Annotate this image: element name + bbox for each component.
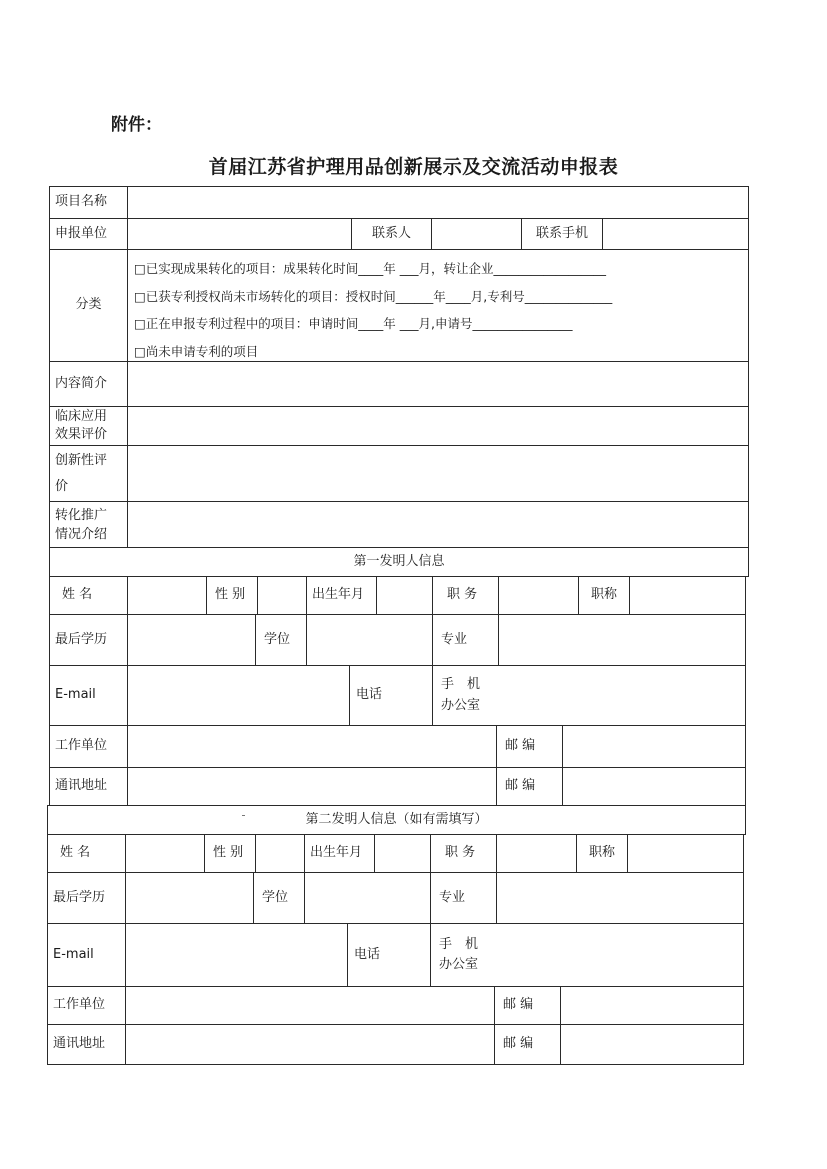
inventor1-education-field[interactable]	[127, 614, 256, 666]
inventor2-address-label: 通讯地址	[47, 1024, 126, 1065]
inventor1-postcode2-label: 邮 编	[496, 767, 563, 806]
inventor1-name-label: 姓 名	[49, 576, 128, 615]
inventor2-education-label: 最后学历	[47, 872, 126, 924]
category-options	[134, 255, 612, 365]
inventor2-mobile-label: 手 机	[439, 936, 479, 952]
clinical-label: 临床应用效果评价	[49, 406, 128, 446]
contact-phone-field[interactable]	[602, 218, 749, 250]
inventor2-gender-field[interactable]	[255, 834, 305, 873]
inventor2-postcode-field[interactable]	[560, 986, 744, 1025]
inventor2-major-field[interactable]	[496, 872, 744, 924]
scan-speck	[242, 815, 245, 816]
inventor2-workplace-field[interactable]	[125, 986, 495, 1025]
inventor2-education-field[interactable]	[125, 872, 254, 924]
inventor1-title-label: 职称	[578, 576, 630, 615]
project-name-label: 项目名称	[49, 186, 128, 219]
inventor1-workplace-label: 工作单位	[49, 725, 128, 768]
inventor1-phone-label: 电话	[349, 665, 433, 726]
inventor2-email-label: E-mail	[47, 923, 126, 987]
inventor2-address-field[interactable]	[125, 1024, 495, 1065]
form-title: 首届江苏省护理用品创新展示及交流活动申报表	[208, 156, 619, 178]
summary-field[interactable]	[127, 361, 749, 407]
inventor1-postcode-field[interactable]	[562, 725, 746, 768]
inventor2-workplace-label: 工作单位	[47, 986, 126, 1025]
category-option-patented[interactable]: □已获专利授权尚未市场转化的项目：授权时间______年____月,专利号______________	[134, 288, 613, 304]
inventor1-address-field[interactable]	[127, 767, 497, 806]
inventor2-title-field[interactable]	[627, 834, 744, 873]
inventor2-birth-label: 出生年月	[304, 834, 375, 873]
inventor1-postcode-label: 邮 编	[496, 725, 563, 768]
inventor1-title-field[interactable]	[629, 576, 746, 615]
contact-label: 联系人	[351, 218, 432, 250]
contact-phone-label: 联系手机	[521, 218, 603, 250]
inventor2-major-label: 专业	[430, 872, 497, 924]
inventor1-gender-label: 性 别	[206, 576, 258, 615]
inventor1-mobile-label: 手 机	[441, 677, 481, 693]
innovation-field[interactable]	[127, 445, 749, 502]
inventor2-section-title: 第二发明人信息（如有需填写）	[47, 805, 746, 835]
project-name-field[interactable]	[127, 186, 749, 219]
inventor1-name-field[interactable]	[127, 576, 207, 615]
inventor1-section-title: 第一发明人信息	[49, 547, 749, 577]
inventor1-email-field[interactable]	[127, 665, 350, 726]
inventor2-phone-field[interactable]	[430, 923, 744, 987]
category-option-applying[interactable]: □正在申报专利过程中的项目：申请时间____年 ___月,申请号________________	[134, 316, 573, 331]
inventor1-major-label: 专业	[432, 614, 499, 666]
inventor1-email-label: E-mail	[49, 665, 128, 726]
summary-label: 内容简介	[49, 361, 128, 407]
inventor2-degree-label: 学位	[253, 872, 305, 924]
inventor2-gender-label: 性 别	[204, 834, 256, 873]
innovation-label: 创新性评价	[49, 445, 128, 502]
inventor2-postcode2-field[interactable]	[560, 1024, 744, 1065]
inventor1-postcode2-field[interactable]	[562, 767, 746, 806]
inventor2-postcode2-label: 邮 编	[494, 1024, 561, 1065]
inventor2-office-label: 办公室	[439, 957, 479, 972]
inventor1-degree-label: 学位	[255, 614, 307, 666]
category-option-converted[interactable]: □已实现成果转化的项目：成果转化时间____年 ___月，转让企业__________________	[134, 261, 607, 276]
promotion-label: 转化推广情况介绍	[49, 501, 128, 548]
inventor1-gender-field[interactable]	[257, 576, 307, 615]
inventor1-position-field[interactable]	[498, 576, 579, 615]
inventor1-phone-field[interactable]	[432, 665, 746, 726]
inventor2-position-field[interactable]	[496, 834, 577, 873]
promotion-field[interactable]	[127, 501, 749, 548]
inventor2-title-label: 职称	[576, 834, 628, 873]
inventor2-position-label: 职 务	[430, 834, 497, 873]
contact-field[interactable]	[431, 218, 522, 250]
inventor1-education-label: 最后学历	[49, 614, 128, 666]
inventor1-office-label: 办公室	[441, 697, 481, 713]
inventor2-phone-label: 电话	[347, 923, 431, 987]
category-option-unpatented[interactable]: □尚未申请专利的项目	[134, 343, 259, 359]
inventor2-name-field[interactable]	[125, 834, 205, 873]
inventor2-birth-field[interactable]	[374, 834, 431, 873]
inventor2-degree-field[interactable]	[304, 872, 431, 924]
inventor1-birth-label: 出生年月	[306, 576, 377, 615]
inventor1-address-label: 通讯地址	[49, 767, 128, 806]
unit-field[interactable]	[127, 218, 352, 250]
inventor1-major-field[interactable]	[498, 614, 746, 666]
unit-label: 申报单位	[49, 218, 128, 250]
inventor2-postcode-label: 邮 编	[494, 986, 561, 1025]
inventor1-workplace-field[interactable]	[127, 725, 497, 768]
inventor2-name-label: 姓 名	[47, 834, 126, 873]
category-label: 分类	[49, 249, 128, 362]
inventor1-position-label: 职 务	[432, 576, 499, 615]
clinical-field[interactable]	[127, 406, 749, 446]
inventor1-degree-field[interactable]	[306, 614, 433, 666]
attachment-label: 附件：	[111, 115, 162, 135]
inventor2-email-field[interactable]	[125, 923, 348, 987]
inventor1-birth-field[interactable]	[376, 576, 433, 615]
